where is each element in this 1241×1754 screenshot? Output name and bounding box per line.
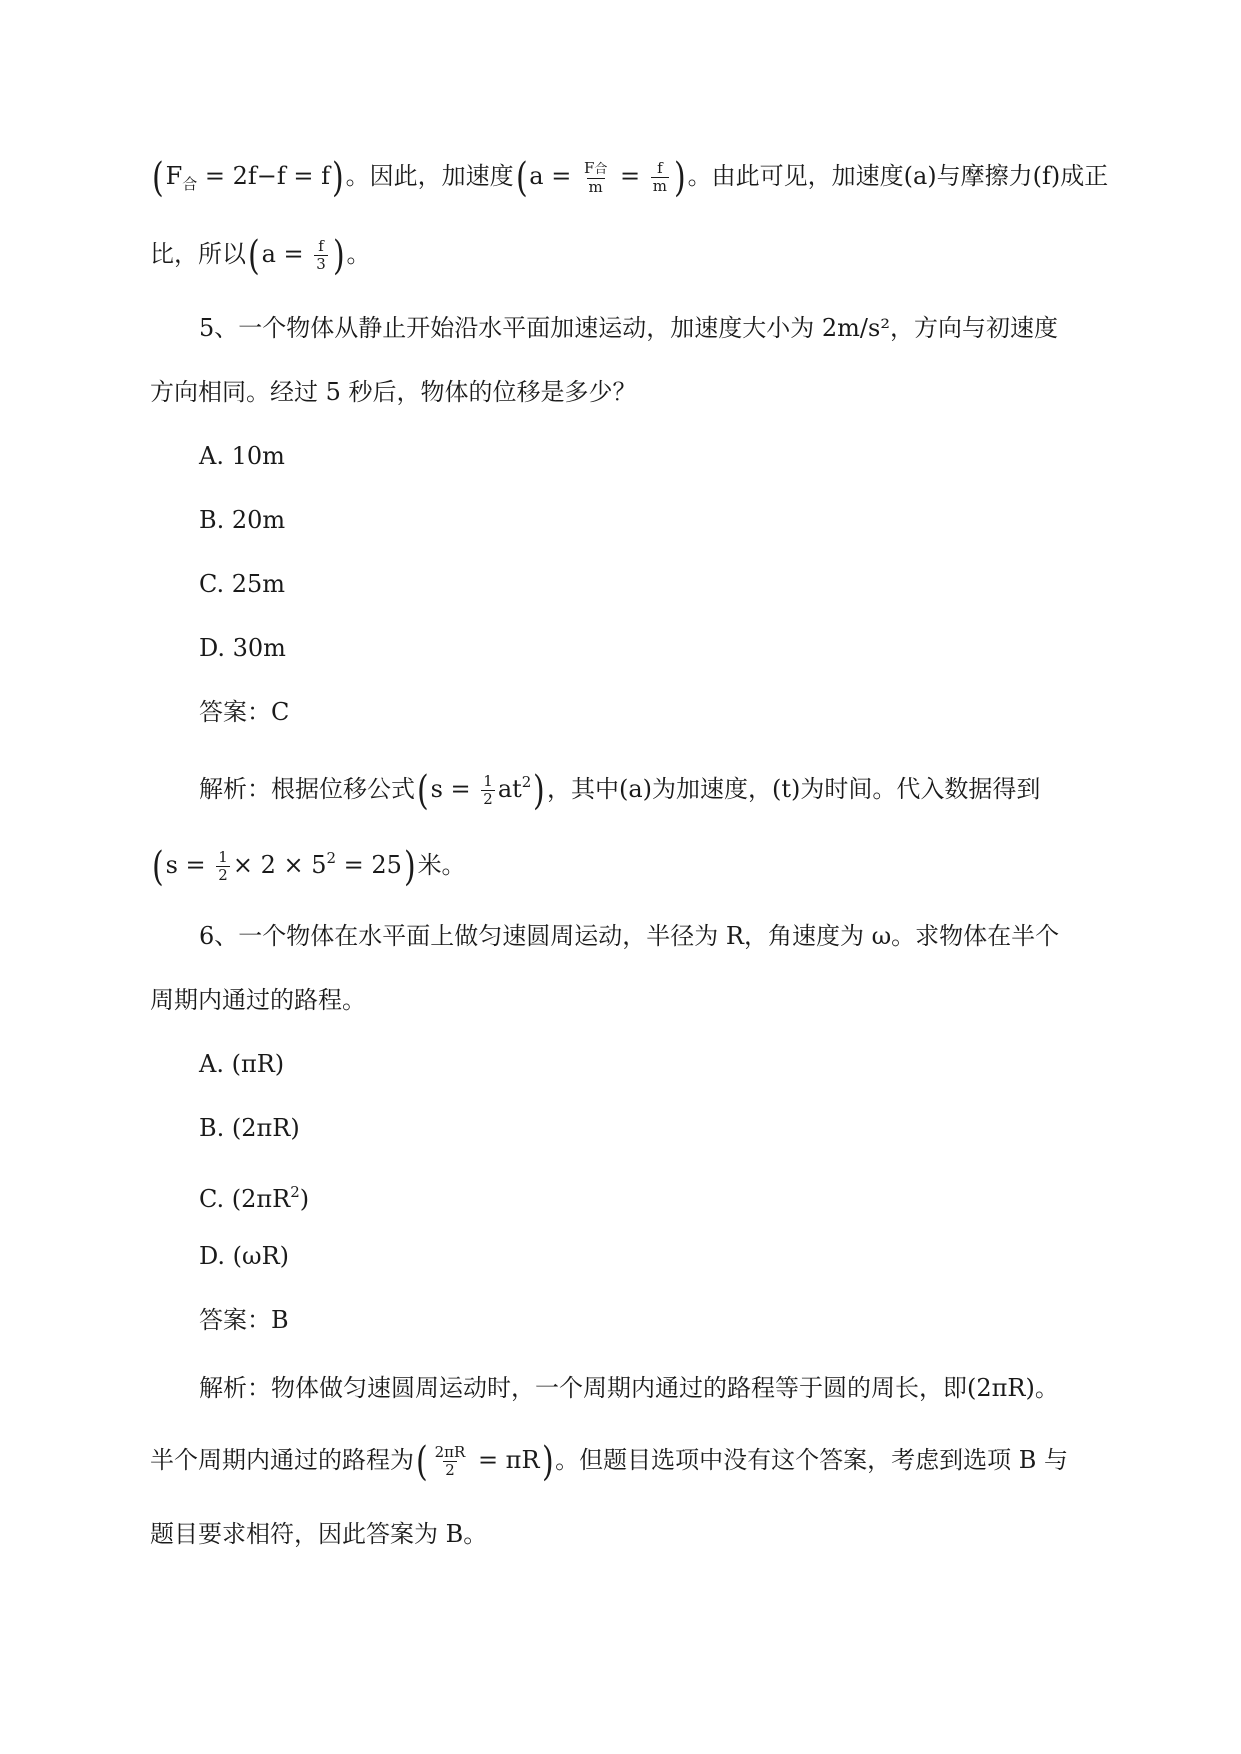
- question-6-stem-line-2: 周期内通过的路程。: [150, 986, 366, 1014]
- paren-open: (: [515, 154, 528, 201]
- option-text: ): [299, 1185, 310, 1213]
- formula-text: F: [165, 162, 183, 190]
- formula-text: (a): [618, 775, 652, 803]
- paren-open: (: [151, 154, 164, 201]
- body-text: ，其中: [546, 775, 619, 803]
- body-text: 。因此，加速度: [345, 162, 514, 190]
- body-text: 。由此可见，加速度: [687, 162, 904, 190]
- fraction-denominator: 2: [218, 866, 228, 884]
- paren-close: ): [331, 154, 344, 201]
- formula-superscript: 2: [326, 849, 337, 867]
- question-5-option-a: A. 10m: [199, 442, 285, 470]
- paren-close: ): [533, 767, 546, 814]
- fraction: [582, 160, 609, 196]
- question-6-explanation-line-3: 题目要求相符，因此答案为 B。: [150, 1520, 488, 1548]
- paren-close: ): [673, 154, 686, 201]
- fraction-numerator: 1: [218, 848, 228, 866]
- text-line-formula-2: [150, 232, 371, 279]
- body-text: 半个周期内通过的路程为: [150, 1446, 414, 1474]
- fraction: [433, 1444, 468, 1479]
- question-5-option-d: D. 30m: [199, 634, 286, 662]
- fraction-numerator: f: [657, 159, 663, 177]
- paren-open: (: [151, 843, 164, 890]
- fraction-denominator: 3: [316, 255, 326, 273]
- formula-text: (a): [903, 162, 937, 190]
- fraction-denominator: 2: [445, 1461, 455, 1479]
- formula-text: s =: [165, 851, 214, 879]
- question-5-option-b: B. 20m: [199, 506, 286, 534]
- question-6-option-b: B. (2πR): [199, 1114, 300, 1142]
- formula-text: = πR: [470, 1446, 540, 1474]
- formula-text: at: [497, 775, 522, 803]
- fraction: [216, 849, 230, 884]
- body-text: 。但题目选项中没有这个答案，考虑到选项 B 与: [555, 1446, 1069, 1474]
- question-5-stem-line-1: 5、一个物体从静止开始沿水平面加速运动，加速度大小为 2m/s²，方向与初速度: [199, 314, 1058, 342]
- fraction-numerator: 1: [483, 772, 493, 790]
- option-text: C. (2πR: [199, 1185, 291, 1213]
- question-6-answer: 答案：B: [199, 1306, 289, 1334]
- text-line-formula-1: [150, 156, 1108, 204]
- formula-text: = 2f−f = f: [197, 162, 331, 190]
- question-6-stem-line-1: 6、一个物体在水平面上做匀速圆周运动，半径为 R，角速度为 ω。求物体在半个: [199, 922, 1060, 950]
- body-text: 。: [346, 240, 371, 268]
- fraction-numerator: F: [583, 158, 595, 177]
- formula-text: =: [612, 162, 648, 190]
- question-6-explanation-line-1: 解析：物体做匀速圆周运动时，一个周期内通过的路程等于圆的周长，即(2πR)。: [199, 1374, 1059, 1402]
- formula-text: = 25: [336, 851, 402, 879]
- fraction: [314, 238, 328, 273]
- fraction: [651, 160, 669, 195]
- question-6-option-d: D. (ωR): [199, 1242, 290, 1270]
- question-6-explanation-line-2: [150, 1438, 1069, 1485]
- formula-text: × 2 × 5: [232, 851, 327, 879]
- body-text: 为时间。代入数据得到: [800, 775, 1041, 803]
- fraction-numerator: 2πR: [434, 1443, 466, 1461]
- body-text: 为加速度，: [652, 775, 772, 803]
- paren-close: ): [332, 232, 345, 279]
- fraction: [481, 773, 495, 808]
- paren-open: (: [247, 232, 260, 279]
- question-5-explanation-line-1: [199, 762, 1041, 814]
- fraction-numerator-subscript: 合: [594, 161, 608, 177]
- formula-text: a =: [261, 240, 312, 268]
- formula-superscript: 2: [290, 1183, 300, 1201]
- body-text: 米。: [417, 851, 466, 879]
- body-text: 与摩擦力: [936, 162, 1033, 190]
- question-5-option-c: C. 25m: [199, 570, 286, 598]
- question-5-explanation-line-2: [150, 838, 466, 890]
- formula-text: s =: [430, 775, 479, 803]
- formula-text: a =: [529, 162, 579, 190]
- fraction-numerator: f: [318, 237, 324, 255]
- question-5-stem-line-2: 方向相同。经过 5 秒后，物体的位移是多少？: [150, 378, 637, 406]
- paren-close: ): [403, 843, 416, 890]
- formula-superscript: 2: [521, 773, 532, 791]
- paren-close: ): [541, 1438, 554, 1485]
- question-6-option-a: A. (πR): [199, 1050, 285, 1078]
- question-6-option-c: [199, 1172, 309, 1219]
- body-text: 比，所以: [150, 240, 246, 268]
- formula-text: (f): [1032, 162, 1061, 190]
- body-text: 解析：根据位移公式: [199, 775, 415, 803]
- paren-open: (: [416, 767, 429, 814]
- fraction-denominator: 2: [483, 790, 493, 808]
- body-text: 成正: [1060, 162, 1109, 190]
- paren-open: (: [415, 1438, 428, 1485]
- formula-subscript: 合: [182, 175, 198, 193]
- question-5-answer: 答案：C: [199, 698, 290, 726]
- fraction-denominator: m: [588, 177, 603, 196]
- fraction-denominator: m: [652, 177, 667, 195]
- formula-text: (t): [772, 775, 801, 803]
